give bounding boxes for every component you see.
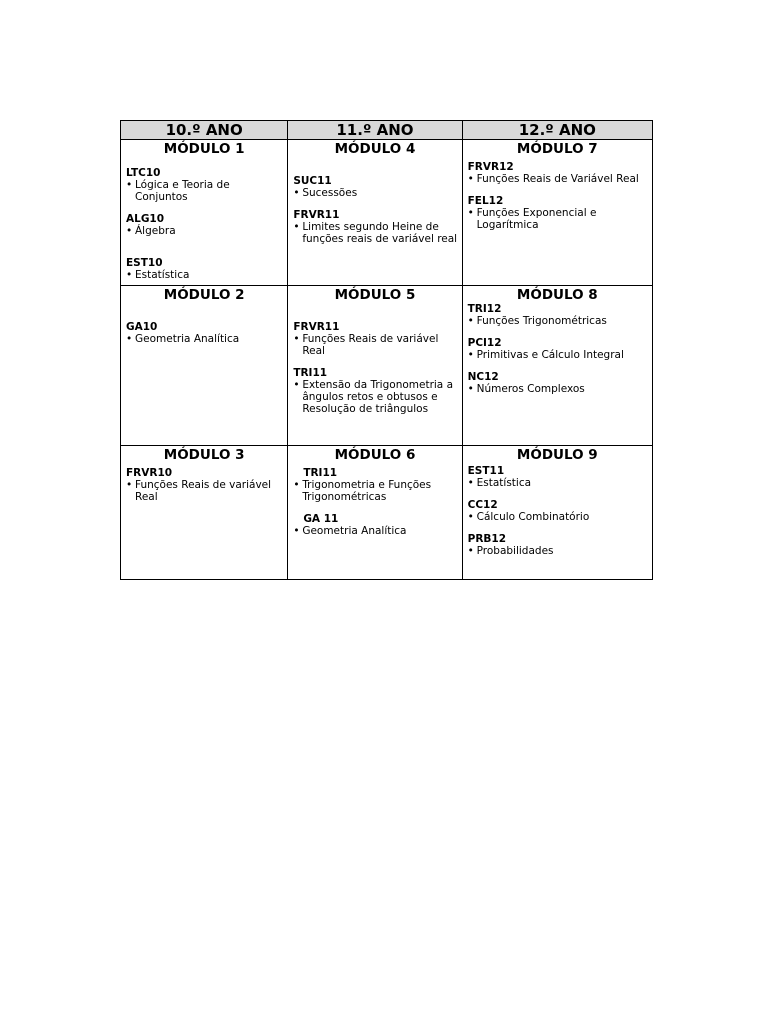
bullet-icon: • [467, 349, 474, 361]
bullet-icon: • [467, 545, 474, 557]
table-row [121, 286, 653, 446]
bullet-icon: • [293, 187, 300, 199]
module-topic: Sucessões [302, 187, 358, 199]
module-code: FRVR10 [126, 467, 173, 479]
table-row [121, 140, 653, 286]
module-code: GA 11 [303, 513, 339, 525]
module-topic: Trigonometria e Funções Trigonométricas [302, 479, 432, 503]
module-cell [288, 140, 462, 286]
module-title: MÓDULO 9 [516, 447, 598, 463]
header-10-ano: 10.º ANO [121, 121, 288, 140]
module-title: MÓDULO 3 [163, 447, 245, 463]
table-row [121, 446, 653, 580]
bullet-icon: • [293, 479, 300, 491]
header-12-ano: 12.º ANO [462, 121, 652, 140]
module-code: EST10 [126, 257, 163, 269]
module-topic: Funções Exponencial e Logarítmica [476, 207, 597, 231]
bullet-icon: • [467, 207, 474, 219]
module-topic: Primitivas e Cálculo Integral [476, 349, 624, 361]
bullet-icon: • [293, 221, 300, 233]
module-topic: Funções Reais de variável Real [135, 479, 272, 503]
module-cell [462, 446, 652, 580]
module-code: ALG10 [126, 213, 165, 225]
module-code: FRVR12 [467, 161, 514, 173]
module-cell [462, 140, 652, 286]
module-topic: Extensão da Trigonometria a ângulos retos e obtusos e Resolução de triângulos [302, 379, 454, 415]
bullet-icon: • [126, 333, 133, 345]
module-code: EST11 [467, 465, 505, 477]
module-title: MÓDULO 1 [163, 141, 245, 157]
module-topic: Lógica e Teoria de Conjuntos [135, 179, 230, 203]
module-topic: Funções Reais de Variável Real [476, 173, 639, 185]
module-topic: Geometria Analítica [135, 333, 240, 345]
module-code: LTC10 [126, 167, 161, 179]
module-title: MÓDULO 2 [163, 287, 245, 303]
module-cell [121, 446, 288, 580]
module-code: TRI12 [467, 303, 502, 315]
module-topic: Probabilidades [476, 545, 554, 557]
module-code: FRVR11 [293, 209, 340, 221]
bullet-icon: • [126, 179, 133, 191]
module-topic: Números Complexos [476, 383, 585, 395]
module-code: FEL12 [467, 195, 504, 207]
module-title: MÓDULO 4 [334, 141, 416, 157]
curriculum-table [120, 120, 653, 580]
module-cell [462, 286, 652, 446]
bullet-icon: • [467, 477, 474, 489]
module-topic: Geometria Analítica [302, 525, 407, 537]
module-topic: Funções Trigonométricas [476, 315, 607, 327]
module-cell [121, 140, 288, 286]
module-code: TRI11 [293, 367, 328, 379]
module-code: FRVR11 [293, 321, 340, 333]
module-cell [288, 286, 462, 446]
bullet-icon: • [467, 315, 474, 327]
module-code: TRI11 [303, 467, 338, 479]
module-cell [288, 446, 462, 580]
module-code: GA10 [126, 321, 158, 333]
module-topic: Funções Reais de variável Real [302, 333, 439, 357]
module-topic: Estatística [135, 269, 190, 281]
module-topic: Estatística [476, 477, 532, 489]
bullet-icon: • [126, 225, 133, 237]
bullet-icon: • [467, 511, 474, 523]
module-code: PRB12 [467, 533, 507, 545]
module-title: MÓDULO 7 [516, 141, 598, 157]
header-row [121, 121, 653, 140]
bullet-icon: • [467, 383, 474, 395]
bullet-icon: • [126, 269, 133, 281]
module-code: NC12 [467, 371, 499, 383]
bullet-icon: • [293, 379, 300, 391]
module-topic: Cálculo Combinatório [476, 511, 590, 523]
module-title: MÓDULO 6 [334, 447, 416, 463]
module-code: SUC11 [293, 175, 332, 187]
module-title: MÓDULO 8 [516, 287, 598, 303]
module-topic: Álgebra [135, 225, 176, 237]
module-topic: Limites segundo Heine de funções reais de variável real [302, 221, 458, 245]
module-code: PCI12 [467, 337, 502, 349]
module-code: CC12 [467, 499, 498, 511]
bullet-icon: • [293, 525, 300, 537]
header-11-ano: 11.º ANO [288, 121, 462, 140]
bullet-icon: • [126, 479, 133, 491]
bullet-icon: • [293, 333, 300, 345]
module-cell [121, 286, 288, 446]
module-title: MÓDULO 5 [334, 287, 416, 303]
bullet-icon: • [467, 173, 474, 185]
